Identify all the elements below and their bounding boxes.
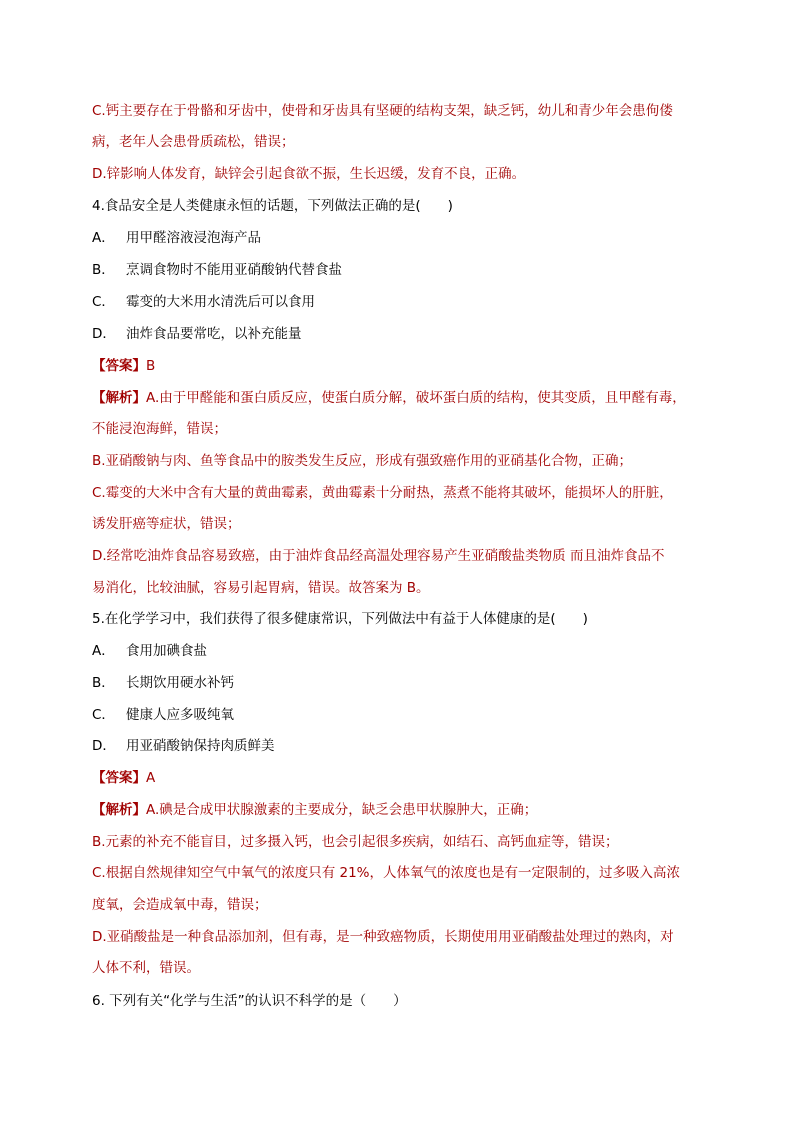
answer-value: A xyxy=(146,770,156,786)
prev-analysis-d-line: D.锌影响人体发育，缺锌会引起食欲不振，生长迟缓，发育不良，正确。 xyxy=(92,166,526,182)
option-letter: A． xyxy=(92,230,115,246)
q5-analysis-line2: B.元素的补充不能盲目，过多摄入钙，也会引起很多疾病，如结石、高钙血症等，错误； xyxy=(92,834,619,850)
q5-option-c xyxy=(92,705,704,725)
option-letter: C． xyxy=(92,707,115,723)
q5-analysis-line4: 度氧，会造成氧中毒，错误； xyxy=(92,897,268,913)
answer-tag: 【答案】 xyxy=(92,770,146,786)
answer-tag: 【答案】 xyxy=(92,358,146,374)
option-letter: C． xyxy=(92,294,115,310)
option-text: 食用加碘食盐 xyxy=(126,643,207,659)
q4-analysis-line3: B.亚硝酸钠与肉、鱼等食品中的胺类发生反应，形成有强致癌作用的亚硝基化合物，正确； xyxy=(92,453,633,469)
option-letter: A． xyxy=(92,643,115,659)
q5-analysis-line3: C.根据自然规律知空气中氧气的浓度只有 21%，人体氧气的浓度也是有一定限制的，过多吸入高浓 xyxy=(92,865,681,881)
q5-option-a xyxy=(92,641,704,661)
q5-option-b xyxy=(92,673,704,693)
option-letter: D． xyxy=(92,738,116,754)
q4-analysis-line6: D.经常吃油炸食品容易致癌，由于油炸食品经高温处理容易产生亚硝酸盐类物质 而且油炸食品不 xyxy=(92,548,665,564)
q4-option-b xyxy=(92,260,704,280)
q5-analysis-line1 xyxy=(92,800,704,820)
q4-option-d xyxy=(92,324,704,344)
q4-option-a xyxy=(92,228,704,248)
q4-analysis-line7: 易消化，比较油腻，容易引起胃病，错误。故答案为 B。 xyxy=(92,580,430,596)
option-text: 长期饮用硬水补钙 xyxy=(126,675,234,691)
q4-stem: 4.食品安全是人类健康永恒的话题，下列做法正确的是( ) xyxy=(92,198,453,214)
prev-analysis-c-line2: 病，老年人会患骨质疏松，错误； xyxy=(92,134,295,150)
analysis-text: A.碘是合成甲状腺激素的主要成分，缺乏会患甲状腺肿大，正确； xyxy=(146,802,538,818)
q4-answer xyxy=(92,356,704,376)
q4-analysis-line2: 不能浸泡海鲜，错误； xyxy=(92,421,227,437)
q5-analysis-line5: D.亚硝酸盐是一种食品添加剂，但有毒，是一种致癌物质，长期使用用亚硝酸盐处理过的熟肉，对 xyxy=(92,929,674,945)
option-text: 霉变的大米用水清洗后可以食用 xyxy=(126,294,315,310)
option-text: 烹调食物时不能用亚硝酸钠代替食盐 xyxy=(126,262,342,278)
analysis-text: A.由于甲醛能和蛋白质反应，使蛋白质分解，破坏蛋白质的结构，使其变质，且甲醛有毒， xyxy=(146,390,686,406)
answer-value: B xyxy=(146,358,156,374)
analysis-tag: 【解析】 xyxy=(92,390,146,406)
prev-analysis-c-line1: C.钙主要存在于骨骼和牙齿中，使骨和牙齿具有坚硬的结构支架，缺乏钙，幼儿和青少年会患佝偻 xyxy=(92,103,673,119)
option-text: 用亚硝酸钠保持肉质鲜美 xyxy=(126,738,275,754)
option-letter: B． xyxy=(92,675,115,691)
q4-option-c xyxy=(92,292,704,312)
q5-answer xyxy=(92,768,704,788)
analysis-tag: 【解析】 xyxy=(92,802,146,818)
option-text: 健康人应多吸纯氧 xyxy=(126,707,234,723)
q4-analysis-line1 xyxy=(92,388,704,408)
option-letter: D． xyxy=(92,326,116,342)
q5-stem: 5.在化学学习中，我们获得了很多健康常识，下列做法中有益于人体健康的是( ) xyxy=(92,611,588,627)
q5-option-d xyxy=(92,736,704,756)
option-letter: B． xyxy=(92,262,115,278)
option-text: 油炸食品要常吃，以补充能量 xyxy=(126,326,302,342)
q4-analysis-line5: 诱发肝癌等症状，错误； xyxy=(92,516,241,532)
option-text: 用甲醛溶液浸泡海产品 xyxy=(126,230,261,246)
q5-analysis-line6: 人体不利，错误。 xyxy=(92,960,200,976)
q6-stem: 6. 下列有关“化学与生活”的认识不科学的是（ ） xyxy=(92,993,407,1009)
q4-analysis-line4: C.霉变的大米中含有大量的黄曲霉素，黄曲霉素十分耐热，蒸煮不能将其破坏，能损坏人的肝脏， xyxy=(92,485,673,501)
